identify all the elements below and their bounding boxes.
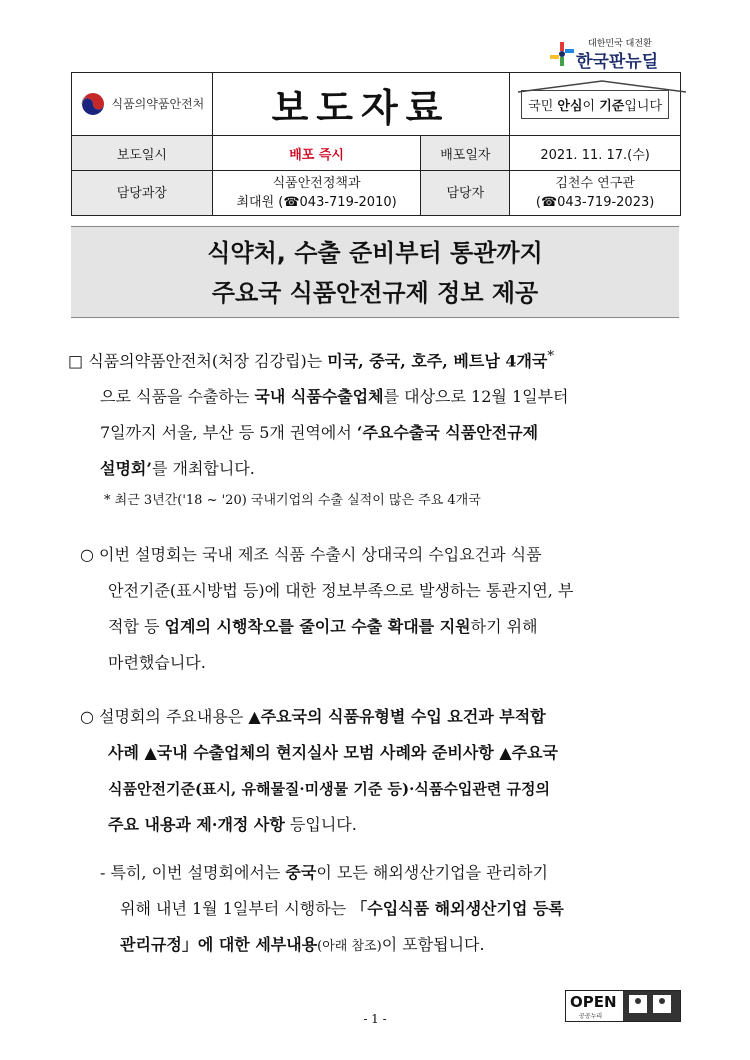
paragraph-2: ○ 이번 설명회는 국내 제조 식품 수출시 상대국의 수입요건과 식품 안전기준(표시방법 등)에 대한 정보부족으로 발생하는 통관지연, 부 적합 등 업계의 시행착오를 줄이고 수출 확대를 지원하기 위해 마련했습니다.: [80, 545, 574, 672]
staff-label: 담당자: [421, 171, 510, 216]
paragraph-1: □ 식품의약품안전처(처장 김강립)는 미국, 중국, 호주, 베트남 4개국* 으로 식품을 수출하는 국내 식품수출업체를 대상으로 12월 1일부터 7일까지 서울, 부산 등 5개 권역에서 ‘주요수출국 식품안전규제 설명회’를 개최합니다. * 최근 3년간('18 ~ '20) 국내기업의 수출 실적이 많은 주요 4개국: [80, 339, 680, 515]
brand-subtitle: 대한민국 대전환: [588, 39, 652, 49]
headline-line-2: 주요국 식품안전규제 정보 제공: [211, 279, 539, 307]
license-sub-text: 공공누리: [579, 1013, 603, 1020]
ministry-name: 식품의약품안전처: [111, 96, 205, 111]
ministry-logo-cell: [72, 73, 213, 136]
brand-name: 한국판뉴딜: [576, 52, 659, 72]
new-deal-star-icon: [548, 40, 576, 68]
release-time-value: 배포 즉시: [212, 136, 421, 171]
press-header-table: [71, 72, 681, 216]
page-number: - 1 -: [363, 1012, 387, 1026]
release-time-label: 보도일시: [72, 136, 213, 171]
headline-box: [71, 226, 679, 318]
slogan: 국민 안심이 기준입니다: [521, 90, 669, 119]
distribution-date-value: 2021. 11. 17.(수): [510, 136, 681, 171]
slogan-cell: [510, 73, 681, 136]
staff-value: 김천수 연구관 (☎043-719-2023): [510, 171, 681, 216]
dept-head-label: 담당과장: [72, 171, 213, 216]
distribution-date-label: 배포일자: [421, 136, 510, 171]
paragraph-3: ○ 설명회의 주요내용은 ▲주요국의 식품유형별 수입 요건과 부적합 사례 ▲국내 수출업체의 현지실사 모범 사례와 준비사항 ▲주요국 식품안전기준(표시, 유해물질·미생물 기준 등)·식품수입관련 규정의 주요 내용과 제·개정 사항 등입니다.: [80, 707, 559, 834]
brand-logo: [548, 36, 668, 72]
roof-icon: [518, 79, 686, 93]
license-open-text: OPEN: [570, 993, 617, 1011]
paragraph-4: - 특히, 이번 설명회에서는 중국이 모든 해외생산기업을 관리하기 위해 내년 1월 1일부터 시행하는 「수입식품 해외생산기업 등록 관리규정」에 대한 세부내용(아래 참조)이 포함됩니다.: [100, 863, 564, 954]
dept-head-value: 식품안전정책과 최대원 (☎043-719-2010): [212, 171, 421, 216]
headline-line-1: 식약처, 수출 준비부터 통관까지: [207, 239, 543, 267]
press-release-title: 보도자료: [212, 73, 509, 136]
footnote: * 최근 3년간('18 ~ '20) 국내기업의 수출 실적이 많은 주요 4개국: [104, 493, 481, 509]
taegeuk-emblem-icon: [80, 91, 106, 117]
